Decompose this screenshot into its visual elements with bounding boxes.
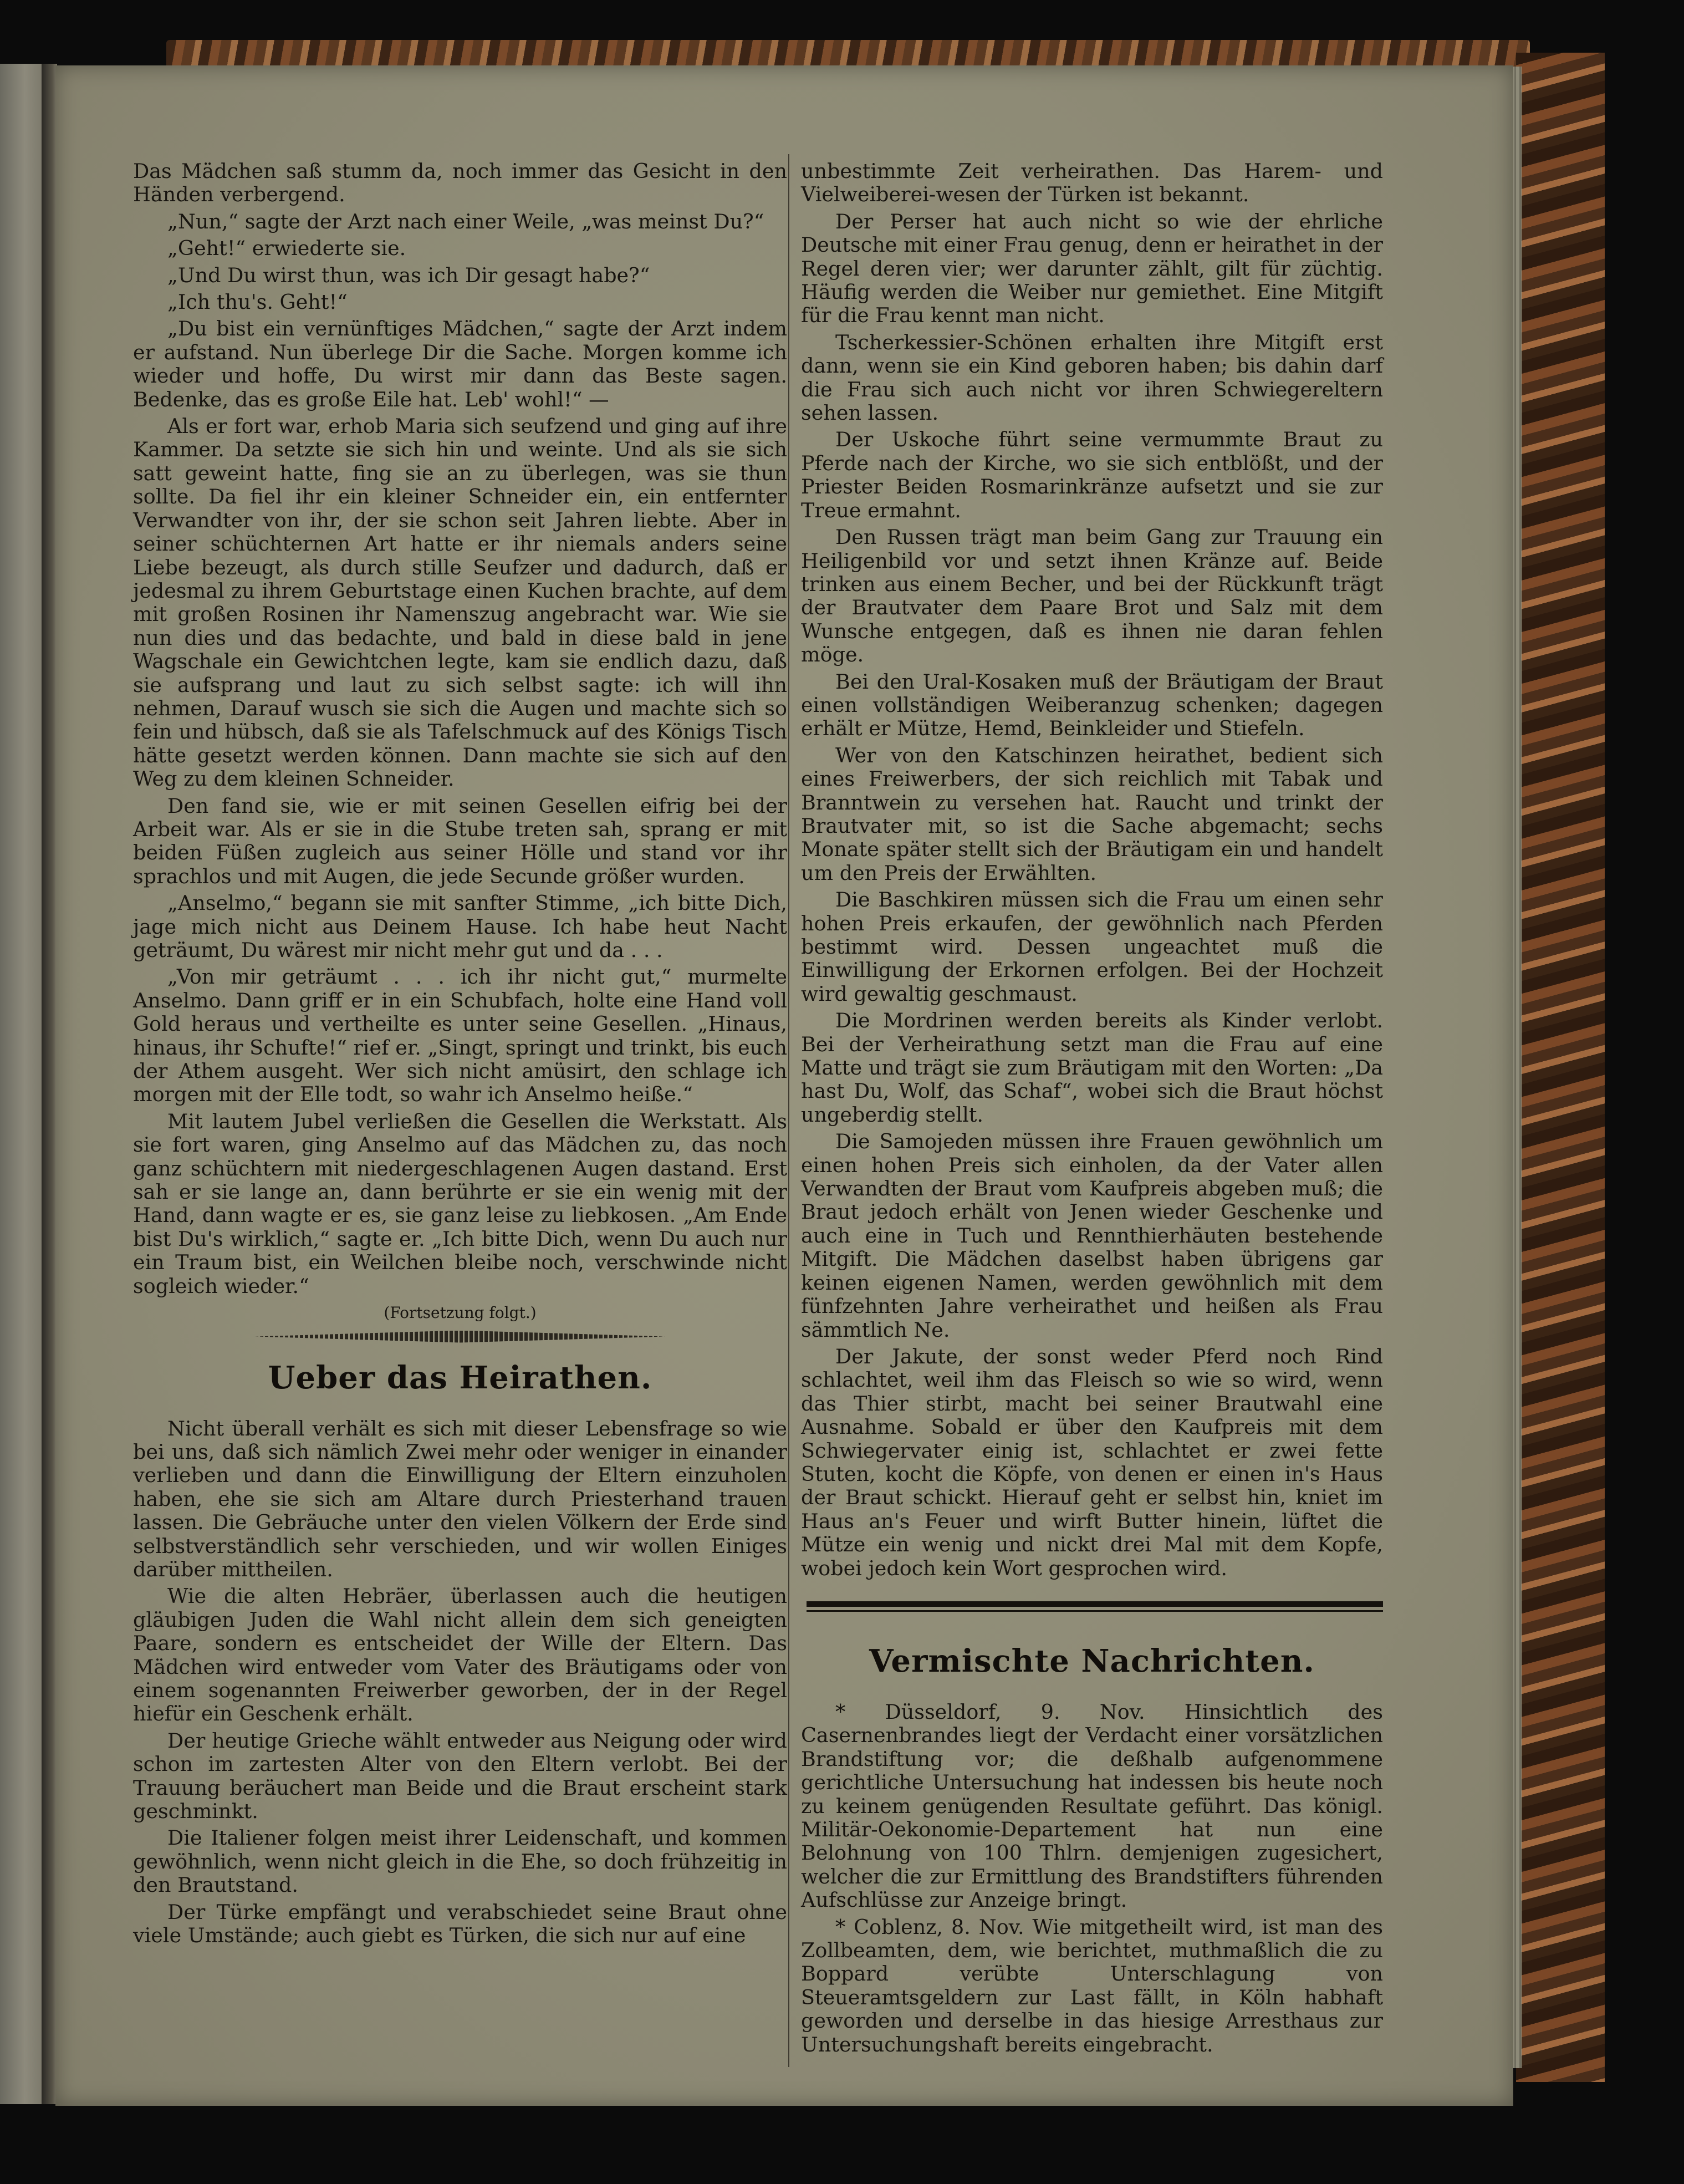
section-title-heirathen: Ueber das Heirathen.: [268, 1359, 652, 1396]
story-paragraph: „Ich thu's. Geht!“: [167, 290, 348, 314]
previous-page-edge: [0, 64, 42, 2104]
story-paragraph: „Geht!“ erwiederte sie.: [167, 236, 406, 261]
article-paragraph: Die Samojeden müssen ihre Frauen gewöhnlich um einen hohen Preis sich einholen, da der Vater allen Verwandten der Braut vom Kaufpreis abgeben muß; die Braut jedoch erhält von Jenen wieder Geschenke und auch eine in Tuch und Rennthierhäuten bestehende Mitgift. Die Mädchen daselbst haben übrigens gar keinen eigenen Namen, werden gewöhnlich mit dem fünfzehnten Jahre verheirathet und heißen als Frau sämmtlich Ne.: [801, 1129, 1383, 1342]
book-spine: [42, 64, 57, 2104]
marbled-cover-right: [1516, 53, 1605, 2082]
article-paragraph: Die Italiener folgen meist ihrer Leidenschaft, und kommen gewöhnlich, wenn nicht gleich in die Ehe, so doch frühzeitig in den Brautstand.: [133, 1826, 787, 1897]
article-paragraph: Der Jakute, der sonst weder Pferd noch Rind schlachtet, weil ihm das Fleisch so wie so wird, wenn das Thier stirbt, macht bei seiner Brautwahl eine Ausnahme. Sobald er über den Kaufpreis mit dem Schwiegervater einig ist, schlachtet er zwei fette Stuten, kocht die Köpfe, von denen er einen in's Haus der Braut schickt. Hierauf geht er selbst hin, kniet im Haus an's Feuer und wirft Butter hinein, lüftet die Mütze ein wenig und nickt drei Mal mit dem Kopfe, wobei jedoch kein Wort gesprochen wird.: [801, 1344, 1383, 1580]
ornamental-divider: [255, 1331, 665, 1343]
article-paragraph: Den Russen trägt man beim Gang zur Trauung ein Heiligenbild vor und setzt ihnen Kränze auf. Beide trinken aus einem Becher, und bei der Rückkunft trägt der Brautvater dem Paare Brot und Salz mit dem Wunsche entgegen, daß es ihnen nie daran fehlen möge.: [801, 525, 1383, 667]
story-paragraph: „Anselmo,“ begann sie mit sanfter Stimme, „ich bitte Dich, jage mich nicht aus Deinem Hause. Ich habe heut Nacht geträumt, Du wärest mir nicht mehr gut und da . . .: [133, 891, 787, 962]
story-paragraph: Den fand sie, wie er mit seinen Gesellen eifrig bei der Arbeit war. Als er sie in die Stube treten sah, sprang er mit beiden Füßen zugleich aus seiner Hölle und stand vor ihr sprachlos und mit Augen, die jede Secunde größer wurden.: [133, 793, 787, 888]
left-column: [133, 160, 787, 1951]
right-column: [801, 160, 1383, 2060]
story-paragraph: „Nun,“ sagte der Arzt nach einer Weile, „was meinst Du?“: [167, 209, 764, 233]
column-separator: [788, 154, 789, 2067]
story-paragraph: Das Mädchen saß stumm da, noch immer das Gesicht in den Händen verbergend.: [133, 159, 787, 207]
story-paragraph: „Und Du wirst thun, was ich Dir gesagt habe?“: [167, 263, 650, 287]
news-item: * Düsseldorf, 9. Nov. Hinsichtlich des Casernenbrandes liegt der Verdacht einer vorsätzlichen Brandstiftung vor; die deßhalb aufgenommene gerichtliche Untersuchung hat indessen bis heute noch zu keinem genügenden Resultate geführt. Das königl. Militär-Oekonomie-Departement hat nun eine Belohnung von 100 Thlrn. demjenigen zugesichert, welcher die zur Ermittlung des Brandstifters führenden Aufschlüsse zur Anzeige bringt.: [801, 1699, 1383, 1912]
article-paragraph: Wie die alten Hebräer, überlassen auch die heutigen gläubigen Juden die Wahl nicht allein dem sich geneigten Paare, sondern es entscheidet der Wille der Eltern. Das Mädchen wird entweder vom Vater des Bräutigams oder von einem sogenannten Freiwerber geworben, der in der Regel hiefür ein Geschenk erhält.: [133, 1584, 787, 1726]
article-paragraph: Tscherkessier-Schönen erhalten ihre Mitgift erst dann, wenn sie ein Kind geboren haben; bis dahin darf die Frau sich auch nicht vor ihren Schwiegereltern sehen lassen.: [801, 330, 1383, 425]
article-paragraph: Der heutige Grieche wählt entweder aus Neigung oder wird schon im zartesten Alter von den Eltern verlobt. Bei der Trauung beräuchert man Beide und die Braut erscheint stark geschminkt.: [133, 1728, 787, 1823]
story-paragraph: Mit lautem Jubel verließen die Gesellen die Werkstatt. Als sie fort waren, ging Anselmo auf das Mädchen zu, das noch ganz schüchtern mit niedergeschlagenen Augen dastand. Erst sah er sie lange an, dann berührte er sie ein wenig mit der Hand, dann wagte er es, sie ganz leise zu liebkosen. „Am Ende bist Du's wirklich,“ sagte er. „Ich bitte Dich, wenn Du auch nur ein Traum bist, ein Weilchen bleibe noch, verschwinde nicht sogleich wieder.“: [133, 1109, 787, 1298]
article-paragraph: Die Baschkiren müssen sich die Frau um einen sehr hohen Preis erkaufen, der gewöhnlich nach Pferden bestimmt wird. Dessen ungeachtet muß die Einwilligung der Erkornen erfolgen. Bei der Hochzeit wird gewaltig geschmaust.: [801, 888, 1383, 1006]
article-paragraph: Der Türke empfängt und verabschiedet seine Braut ohne viele Umstände; auch giebt es Türken, die sich nur auf eine: [133, 1900, 787, 1948]
article-paragraph: Bei den Ural-Kosaken muß der Bräutigam der Braut einen vollständigen Weiberanzug schenken; dagegen erhält er Mütze, Hemd, Beinkleider und Stiefeln.: [801, 669, 1383, 741]
article-paragraph: Die Mordrinen werden bereits als Kinder verlobt. Bei der Verheirathung setzt man die Frau auf eine Matte und trägt sie zum Bräutigam mit den Worten: „Da hast Du, Wolf, das Schaf“, wobei sich die Braut höchst ungeberdig stellt.: [801, 1009, 1383, 1127]
news-item: * Coblenz, 8. Nov. Wie mitgetheilt wird, ist man des Zollbeamten, dem, wie berichtet, muthmaßlich die zu Boppard verübte Unterschlagung von Steueramtsgeldern zur Last fällt, in Köln habhaft geworden und derselbe in das hiesige Arresthaus zur Untersuchungshaft bereits eingebracht.: [801, 1915, 1383, 2056]
story-paragraph: „Du bist ein vernünftiges Mädchen,“ sagte der Arzt indem er aufstand. Nun überlege Dir die Sache. Morgen komme ich wieder und hoffe, Du wirst mir dann das Beste sagen. Bedenke, das es große Eile hat. Leb' wohl!“ —: [133, 317, 787, 411]
story-paragraph: „Von mir geträumt . . . ich ihr nicht gut,“ murmelte Anselmo. Dann griff er in ein Schubfach, holte eine Hand voll Gold heraus und vertheilte es unter seine Gesellen. „Hinaus, hinaus, ihr Schufte!“ rief er. „Singt, springt und trinkt, bis euch der Athem ausgeht. Wer sich nicht amüsirt, den schlage ich morgen mit der Elle todt, so wahr ich Anselmo heiße.“: [133, 965, 787, 1107]
story-paragraph: Als er fort war, erhob Maria sich seufzend und ging auf ihre Kammer. Da setzte sie sich hin und weinte. Und als sie sich satt geweint hatte, fing sie an zu überlegen, was sie thun sollte. Da fiel ihr ein kleiner Schneider ein, ein entfernter Verwandter von ihr, der sie schon seit Jahren liebte. Aber in seiner schüchternen Art hatte er ihr niemals anders seine Liebe bezeugt, als durch stille Seufzer und dadurch, daß er jedesmal zu ihrem Geburtstage einen Kuchen brachte, auf dem mit großen Rosinen ihr Namenszug angebracht war. Wie sie nun dies und das bedachte, und bald in diese bald in jene Wagschale ein Gewichtchen legte, kam sie endlich dazu, daß sie aufsprang und laut zu sich selbst sagte: ich will ihn nehmen, Darauf wusch sie sich die Augen und machte sich so fein und hübsch, daß sie als Tafelschmuck auf des Königs Tisch hätte gesetzt werden können. Dann machte sie sich auf den Weg zu dem kleinen Schneider.: [133, 414, 787, 791]
article-paragraph: Nicht überall verhält es sich mit dieser Lebensfrage so wie bei uns, daß sich nämlich Zwei mehr oder weniger in einander verlieben und dann die Einwilligung der Eltern einzuholen haben, ehe sie sich am Altare durch Priesterhand trauen lassen. Die Gebräuche unter den vielen Völkern der Erde sind selbstverständlich sehr verschieden, und wir wollen Einiges darüber mittheilen.: [133, 1416, 787, 1581]
article-paragraph: Der Perser hat auch nicht so wie der ehrliche Deutsche mit einer Frau genug, denn er heirathet in der Regel deren vier; wer darunter zählt, gilt für züchtig. Häufig werden die Weiber nur gemiethet. Eine Mitgift für die Frau kennt man nicht.: [801, 209, 1383, 328]
thick-rule: [807, 1601, 1383, 1607]
continuation-note: (Fortsetzung folgt.): [384, 1304, 537, 1322]
section-title-nachrichten: Vermischte Nachrichten.: [869, 1642, 1315, 1679]
newspaper-page: [55, 65, 1513, 2106]
article-paragraph: Wer von den Katschinzen heirathet, bedient sich eines Freiwerbers, der sich reichlich mit Tabak und Branntwein zu versehen hat. Raucht und trinkt der Brautvater mit, so ist die Sache abgemacht; sechs Monate später stellt sich der Bräutigam ein und handelt um den Preis der Erwählten.: [801, 743, 1383, 885]
article-paragraph: Der Uskoche führt seine vermummte Braut zu Pferde nach der Kirche, wo sie sich entblößt, und der Priester Beiden Rosmarinkränze aufsetzt und sie zur Treue ermahnt.: [801, 427, 1383, 522]
thin-rule: [807, 1610, 1383, 1612]
article-paragraph: unbestimmte Zeit verheirathen. Das Harem- und Vielweiberei-wesen der Türken ist bekannt.: [801, 159, 1383, 207]
